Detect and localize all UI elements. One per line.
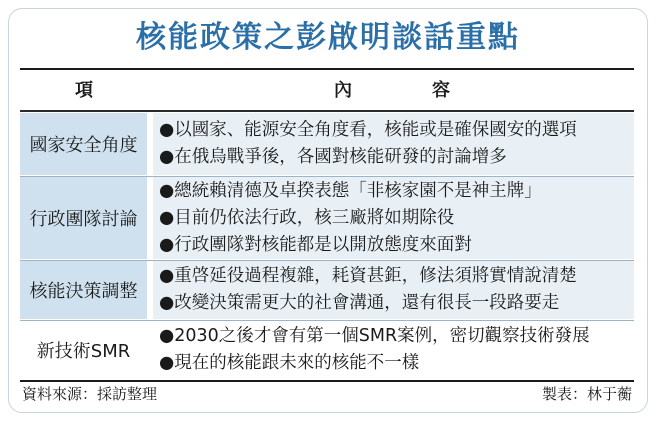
bullet-text: ●2030之後才會有第一個SMR案例，密切觀察技術發展 (159, 326, 590, 346)
bullet-text: ●行政團隊對核能都是以開放態度來面對 (159, 234, 472, 255)
bottom-divider (20, 380, 634, 382)
bullet-text: ●以國家、能源安全角度看，核能或是確保國安的選項 (159, 120, 577, 140)
bullet-text: ●現在的核能跟未來的核能不一樣 (159, 353, 420, 373)
row-label: 行政團隊討論 (20, 177, 147, 259)
bullet-text: ●改變決策需更大的社會溝通，還有很長一段路要走 (159, 293, 560, 313)
title-divider (20, 68, 634, 70)
credit-note: 製表：林于蘅 (541, 385, 632, 403)
source-note: 資料來源：採訪整理 (22, 385, 158, 403)
row-label: 核能決策調整 (20, 261, 147, 319)
table-row (20, 177, 634, 259)
table-row (20, 113, 634, 175)
row-content (153, 113, 634, 175)
bullet-text: ●重啓延役過程複雜，耗資甚鉅，修法須將實情說清楚 (159, 266, 577, 286)
row-content (153, 261, 634, 319)
row-content (153, 321, 634, 379)
table-row (20, 321, 634, 379)
bullet-text: ●在俄烏戰爭後，各國對核能研發的討論增多 (159, 147, 507, 167)
row-label: 新技術SMR (20, 321, 147, 379)
header-item: 項 (75, 80, 129, 101)
table-row (20, 261, 634, 319)
page-title: 核能政策之彭啟明談話重點 (136, 20, 520, 55)
bullet-text: ●目前仍依法行政，核三廠將如期除役 (159, 207, 455, 228)
bullet-text: ●總統賴清德及卓揆表態「非核家園不是神主牌」 (159, 180, 542, 201)
row-content (153, 177, 634, 259)
row-label: 國家安全角度 (20, 113, 147, 175)
table-header (20, 72, 634, 112)
header-content: 內容 (334, 80, 530, 101)
